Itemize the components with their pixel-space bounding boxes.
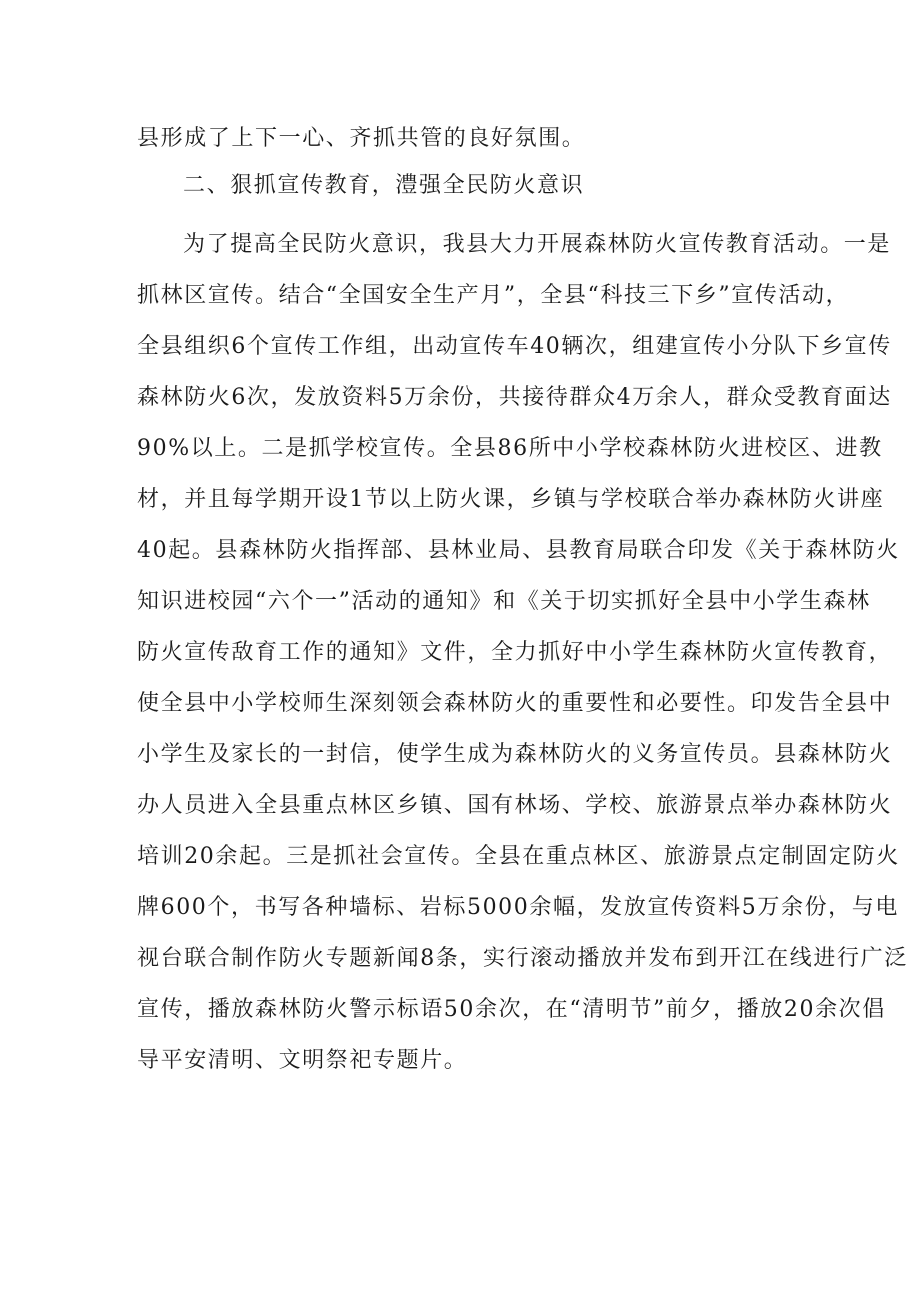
- text-line: 视台联合制作防火专题新闻8条，实行滚动播放并发布到开江在线进行广泛: [137, 946, 908, 971]
- text-line: 全县组织6个宣传工作组，出动宣传车40辆次，组建宣传小分队下乡宣传: [137, 334, 892, 359]
- text-line: 材，并且每学期开设1节以上防火课，乡镇与学校联合举办森林防火讲座: [137, 487, 885, 512]
- text-line: 90%以上。二是抓学校宣传。全县86所中小学校森林防火进校区、进教: [137, 436, 883, 461]
- text-line: 森林防火6次，发放资料5万余份，共接待群众4万余人，群众受教育面达: [137, 385, 892, 410]
- text-line: 知识进校园“六个一”活动的通知》和《关于切实抓好全县中小学生森林: [137, 589, 871, 614]
- body-paragraph: [137, 219, 908, 1086]
- text-line: 小学生及家长的一封信，使学生成为森林防火的义务宣传员。县森林防火: [137, 742, 893, 767]
- text-line: 培训20余起。三是抓社会宣传。全县在重点林区、旅游景点定制固定防火: [137, 844, 900, 869]
- opening-line: [137, 113, 797, 164]
- text-line: 县形成了上下一心、齐抓共管的良好氛围。: [137, 126, 586, 151]
- text-line: 办人员进入全县重点林区乡镇、国有林场、学校、旅游景点举办森林防火: [137, 793, 893, 818]
- text-line: 防火宣传敌育工作的通知》文件，全力抓好中小学生森林防火宣传教育，: [137, 640, 893, 665]
- text-line: 牌600个，书写各种墙标、岩标5000余幅，发放宣传资料5万余份，与电: [137, 895, 899, 920]
- text-line: 宣传，播放森林防火警示标语50余次，在“清明节”前夕，播放20余次倡: [137, 997, 886, 1022]
- section-heading: 二、狠抓宣传教育，澧强全民防火意识: [183, 173, 585, 198]
- text-line: 40起。县森林防火指挥部、县林业局、县教育局联合印发《关于森林防火: [137, 538, 900, 563]
- text-line: 为了提高全民防火意识，我县大力开展森林防火宣传教育活动。一是: [183, 232, 892, 257]
- text-line: 导平安清明、文明祭祀专题片。: [137, 1048, 468, 1073]
- text-line: 抓林区宣传。结合“全国安全生产月”，全县“科技三下乡”宣传活动，: [137, 283, 850, 308]
- text-line: 使全县中小学校师生深刻领会森林防火的重要性和必要性。印发告全县中: [137, 691, 893, 716]
